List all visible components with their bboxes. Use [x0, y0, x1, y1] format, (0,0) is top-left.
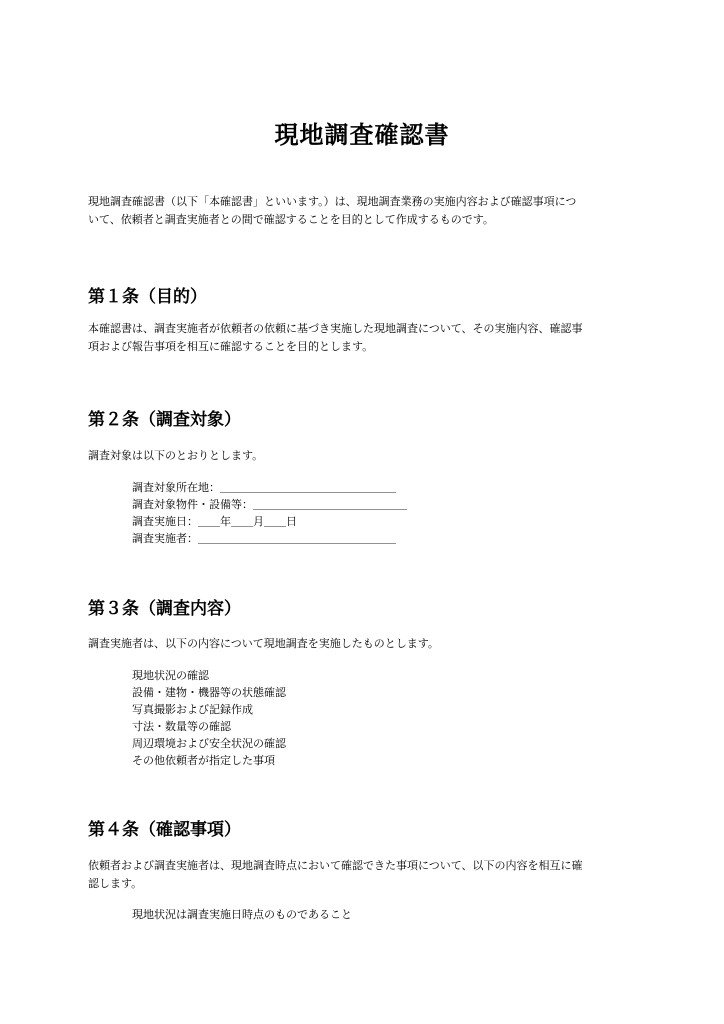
list-item: 設備・建物・機器等の状態確認 [132, 686, 286, 699]
intro-paragraph [88, 193, 644, 229]
section-1-body [88, 320, 644, 356]
section-3-heading: 第３条（調査内容） [88, 599, 241, 619]
section-4-list [132, 906, 352, 923]
list-item: 写真撮影および記録作成 [132, 703, 253, 716]
survey-date-field: 調査実施日：＿＿年＿＿月＿＿日 [132, 515, 297, 528]
section-2-heading: 第２条（調査対象） [88, 410, 241, 430]
surveyor-field: 調査実施者：＿＿＿＿＿＿＿＿＿＿＿＿＿＿＿＿＿＿ [132, 532, 396, 545]
section-2-body-line: 調査対象は以下のとおりとします。 [88, 449, 264, 462]
list-item: 周辺環境および安全状況の確認 [132, 737, 286, 750]
list-item: 現地状況は調査実施日時点のものであること [132, 908, 352, 921]
section-3-body-line: 調査実施者は、以下の内容について現地調査を実施したものとします。 [88, 637, 439, 650]
section-4-body-line: 認します。 [88, 877, 143, 890]
section-3-body [88, 635, 644, 653]
section-3-list [132, 667, 286, 769]
section-2-body [88, 447, 644, 465]
section-4-body [88, 857, 644, 893]
survey-property-field: 調査対象物件・設備等：＿＿＿＿＿＿＿＿＿＿＿＿＿＿ [132, 498, 407, 511]
intro-line: 現地調査確認書（以下「本確認書」といいます。）は、現地調査業務の実施内容および確認事項につ [88, 195, 577, 208]
document-title: 現地調査確認書 [274, 121, 450, 149]
intro-line: いて、依頼者と調査実施者との間で確認することを目的として作成するものです。 [88, 213, 494, 226]
section-1-body-line: 項および報告事項を相互に確認することを目的とします。 [88, 340, 374, 353]
survey-location-field: 調査対象所在地：＿＿＿＿＿＿＿＿＿＿＿＿＿＿＿＿ [132, 481, 396, 494]
list-item: その他依頼者が指定した事項 [132, 754, 275, 767]
section-4-heading: 第４条（確認事項） [88, 820, 241, 840]
section-2-list [132, 479, 407, 547]
section-1-heading: 第１条（目的） [88, 287, 207, 307]
section-1-body-line: 本確認書は、調査実施者が依頼者の依頼に基づき実施した現地調査について、その実施内容、確認事 [88, 322, 583, 335]
list-item: 寸法・数量等の確認 [132, 720, 231, 733]
list-item: 現地状況の確認 [132, 669, 209, 682]
section-4-body-line: 依頼者および調査実施者は、現地調査時点において確認できた事項について、以下の内容を相互に確 [88, 859, 583, 872]
